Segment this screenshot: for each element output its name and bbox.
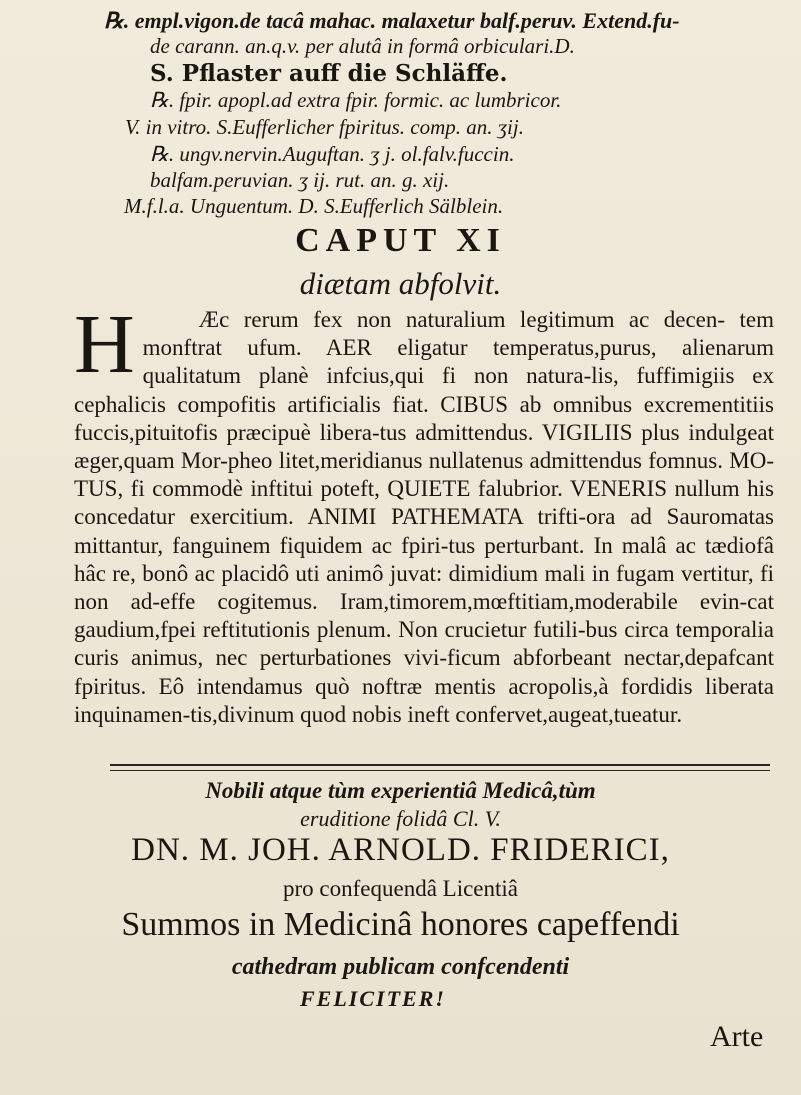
dedication-felicitation: FELICITER! (300, 986, 446, 1011)
catchword: Arte (710, 1020, 764, 1053)
body-paragraph (74, 298, 774, 729)
dedication-line-1: Nobili atque tùm experientiâ Medicâ,tùm (205, 778, 596, 803)
chapter-body (74, 298, 774, 729)
dedication-name: DN. M. JOH. ARNOLD. FRIDERICI, (131, 832, 670, 868)
divider-rule (110, 764, 770, 771)
recipe-signa-line: S. Pflaster auff die Schläffe. (150, 60, 508, 87)
recipe-line-8: M.f.l.a. Unguentum. D. S.Eufferlich Sälblein. (124, 194, 504, 218)
chapter-subtitle: diætam abfolvit. (299, 266, 502, 301)
drop-cap: H (74, 298, 135, 391)
recipe-line-4: ℞. fpir. apopl.ad extra fpir. formic. ac lumbricor. (150, 88, 562, 112)
recipe-line-7: balfam.peruvian. ʒ ij. rut. an. g. xij. (150, 168, 450, 192)
chapter-heading: CAPUT XI (295, 222, 506, 259)
recipe-line-6: ℞. ungv.nervin.Auguftan. ʒ j. ol.falv.fuccin. (150, 142, 515, 166)
dedication-line-2: eruditione folidâ Cl. V. (300, 806, 501, 831)
dedication-line-4: pro confequendâ Licentiâ (283, 876, 518, 901)
dedication-line-5: Summos in Medicinâ honores capeffendi (121, 906, 680, 943)
recipe-line-1: ℞. empl.vigon.de tacâ mahac. malaxetur balf.peruv. Extend.fu- (104, 8, 680, 33)
body-first-line: Æc rerum fex non naturalium legitimum ac decen- (198, 307, 726, 332)
recipe-line-5: V. in vitro. S.Eufferlicher fpiritus. comp. an. ʒij. (125, 115, 524, 139)
dedication-line-6: cathedram publicam confcendenti (231, 954, 570, 980)
recipe-line-2: de carann. an.q.v. per alutâ in formâ orbiculari.D. (150, 34, 575, 58)
body-text: tem monftrat ufum. AER eligatur temperatus,purus, alienarum qualitatum planè infcius,qui fi non natura-lis, fuffimigiis ex cephalicis compofitis artificialis fiat. CIBUS ab omnibus excrementitiis fuccis,pituitofis præcipuè libera-tus admittendus. VIGILIIS plus indulgeat æger,quam Mor-pheo litet,meridianus nullatenus admittendus fomnus. MO-TUS, fi commodè inftitui poteft, QUIETE falubrior. VENERIS nullum his concedatur exercitium. ANIMI PATHEMATA trifti-ora ad Sauromatas mittantur, fanguinem fiquidem ac fpiri-tus perturbant. In malâ ac tædiofâ hâc re, bonô ac placidô uti animô juvat: dimidium mali in fugam vertitur, fi non ad-effe cogitemus. Iram,timorem,mœftitiam,moderabile evin-cat gaudium,fpei reftitutionis plenum. Non crucietur futili-bus circa temporalia curis animus, nec perturbationes vivi-ficum abforbeant nectar,depafcant fpiritus. Eô intendamus quò noftræ mentis acropolis,à fordidis liberata inquinamen-tis,divinum quod nobis ineft confervet,augeat,tueatur. (74, 307, 774, 727)
